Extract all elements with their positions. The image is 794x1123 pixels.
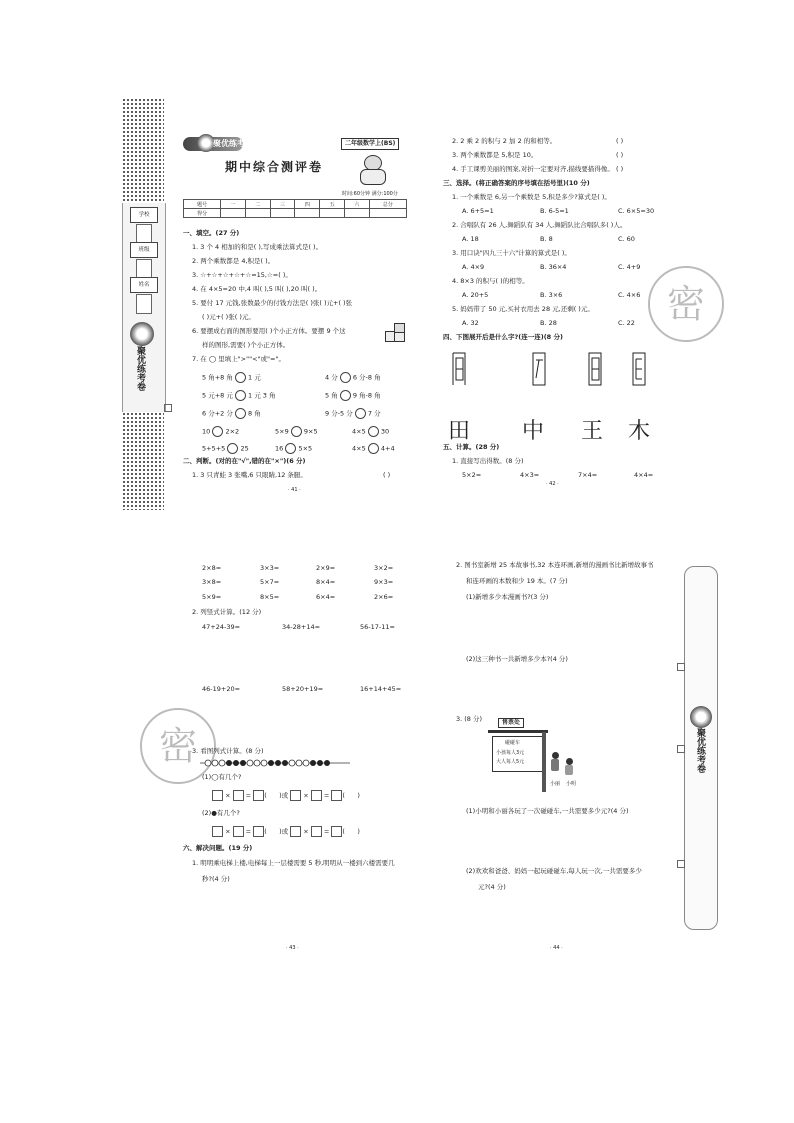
grade-tag: 二年级数学上(BS) xyxy=(341,138,399,150)
choice-question: 3. 用口诀"四九三十六"计算的算式是( )。 xyxy=(452,249,571,257)
blank-box[interactable] xyxy=(253,826,264,837)
compare-left: 5 角 xyxy=(325,391,338,400)
compare-left: 6 分+2 分 xyxy=(202,409,233,418)
compare-circle[interactable] xyxy=(368,443,379,454)
choice-option[interactable]: B. 3×6 xyxy=(540,291,563,299)
choice-option[interactable]: B. 36×4 xyxy=(540,263,567,271)
page-number: · 41 · xyxy=(288,487,301,493)
compare-row: 5×9 9×5 xyxy=(275,427,318,436)
calc-item[interactable]: 5×7= xyxy=(260,578,280,586)
compare-right: 8 角 xyxy=(248,409,261,418)
score-row-label: 得分 xyxy=(184,209,221,218)
section-heading: 五、计算。(28 分) xyxy=(443,443,500,451)
vertical-calc-item[interactable]: 58+20+19= xyxy=(282,685,324,693)
compare-circle[interactable] xyxy=(340,372,351,383)
answer-char[interactable]: 田 xyxy=(448,419,471,444)
compare-row: 4×5 4+4 xyxy=(352,444,395,453)
compare-right: 9 角-8 角 xyxy=(352,391,381,400)
question-line: 3. ☆+☆+☆+☆+☆=15,☆=( )。 xyxy=(192,271,292,279)
binding-mark xyxy=(677,860,685,868)
choice-option[interactable]: A. 6+5=1 xyxy=(462,207,494,215)
sub-question-part: (1)小明和小丽各玩了一次碰碰车,一共需要多少元?(4 分) xyxy=(466,807,629,815)
choice-option[interactable]: A. 32 xyxy=(462,319,479,327)
equation-row: × = ( )或 × = ( ) xyxy=(212,826,360,837)
time-info: 时间:60分钟 满分:100分 xyxy=(342,191,398,197)
score-cell[interactable] xyxy=(270,209,295,218)
score-table xyxy=(183,199,407,218)
kid-name: 小丽 xyxy=(550,781,561,787)
ticket-price-board xyxy=(492,736,544,772)
compare-row xyxy=(325,408,381,419)
score-cell[interactable] xyxy=(345,209,370,218)
choice-question: 4. 8×3 的积与( )的相等。 xyxy=(452,277,529,285)
choice-option[interactable]: A. 18 xyxy=(462,235,479,243)
choice-option[interactable]: C. 4×6 xyxy=(618,291,641,299)
school-field[interactable]: 学校 xyxy=(130,207,158,223)
choice-question: 2. 合唱队有 26 人,舞蹈队有 34 人,舞蹈队比合唱队多( )人。 xyxy=(452,221,627,229)
score-header-cell: 总分 xyxy=(369,200,406,209)
compare-circle[interactable] xyxy=(340,390,351,401)
answer-bracket[interactable]: ( ) xyxy=(616,165,624,173)
cartoon-mascot-icon xyxy=(358,155,386,185)
brand-header xyxy=(183,134,407,154)
name-field[interactable]: 姓名 xyxy=(130,277,158,293)
vertical-calc-item[interactable]: 46-19+20= xyxy=(202,685,241,693)
calc-item[interactable]: 8×4= xyxy=(316,578,336,586)
compare-circle[interactable] xyxy=(227,443,238,454)
ticket-line: 小孩每人3元 xyxy=(496,750,525,756)
score-header-cell: 题号 xyxy=(184,200,221,209)
cube-stack-icon xyxy=(385,323,407,343)
problem-line: 3. (8 分) xyxy=(456,715,483,723)
calc-item[interactable]: 5×9= xyxy=(202,593,222,601)
brand-emblem-icon xyxy=(130,322,154,346)
ticket-booth-illustration xyxy=(484,718,580,794)
compare-circle[interactable] xyxy=(355,408,366,419)
compare-circle[interactable] xyxy=(235,390,246,401)
compare-row xyxy=(325,372,381,383)
compare-left: 4 分 xyxy=(325,373,338,382)
judge-item: 1. 3 只青蛙 3 张嘴,6 只眼睛,12 条腿。 xyxy=(192,471,307,479)
sidebar-brand-text: 聚优练考卷 xyxy=(695,728,705,773)
class-field[interactable]: 班级 xyxy=(130,242,158,258)
calc-item[interactable]: 3×3= xyxy=(260,564,280,572)
vertical-calc-item[interactable]: 47+24-39= xyxy=(202,623,241,631)
blank-box[interactable] xyxy=(212,826,223,837)
choice-question: 1. 一个乘数是 6,另一个乘数是 5,积是多少?算式是( )。 xyxy=(452,193,611,201)
class-line xyxy=(136,259,152,279)
score-cell[interactable] xyxy=(221,209,246,218)
score-cell[interactable] xyxy=(320,209,345,218)
calc-item[interactable]: 4×4= xyxy=(634,471,654,479)
dotted-sidebar-top xyxy=(122,98,164,203)
compare-row: 4×5 30 xyxy=(352,427,390,436)
judge-item: 4. 手工课剪美丽的图案,对折一定要对齐,描线要描得像。 xyxy=(452,165,614,173)
folded-paper-shape-3[interactable] xyxy=(588,352,602,386)
choice-option[interactable]: C. 4+9 xyxy=(618,263,641,271)
problem-line: 1. 明明乘电梯上楼,电梯每上一层楼需要 5 秒,明明从一楼到六楼需要几 xyxy=(192,859,395,867)
sub-question-part: (2)这三种书一共新增多少本?(4 分) xyxy=(466,655,568,663)
blank-box[interactable] xyxy=(290,790,301,801)
sub-question-part: (2)欢欢和爸爸、妈妈一起玩碰碰车,每人玩一次,一共需要多少 xyxy=(466,867,642,875)
score-cell[interactable] xyxy=(245,209,270,218)
vertical-calc-item[interactable]: 34-28+14= xyxy=(282,623,321,631)
judge-item: 2. 2 乘 2 的积与 2 加 2 的和相等。 xyxy=(452,137,557,145)
brand-name: 聚优练考卷 xyxy=(213,139,253,148)
compare-circle[interactable] xyxy=(235,408,246,419)
calc-item[interactable]: 2×6= xyxy=(374,593,394,601)
problem-line: 秒?(4 分) xyxy=(202,875,230,883)
binding-mark xyxy=(164,404,172,412)
answer-char[interactable]: 王 xyxy=(581,419,604,444)
score-header-cell: 二 xyxy=(245,200,270,209)
compare-right: 1 元 3 角 xyxy=(248,391,276,400)
blank-box[interactable] xyxy=(311,790,322,801)
problem-line: 2. 图书室新增 25 本故事书,32 本连环画,新增的漫画书比新增故事书 xyxy=(456,561,654,569)
question-line: 2. 两个乘数都是 4,积是( )。 xyxy=(192,257,275,265)
choice-option[interactable]: C. 6×5=30 xyxy=(618,207,655,215)
judge-item: 3. 两个乘数都是 5,积是 10。 xyxy=(452,151,538,159)
compare-right: 6 分-8 角 xyxy=(352,373,381,382)
ticket-booth-sign: 售票处 xyxy=(498,718,524,728)
compare-left: 9 分-5 分 xyxy=(325,409,353,418)
folded-paper-shape-2[interactable] xyxy=(532,352,546,386)
compare-circle[interactable] xyxy=(368,426,379,437)
secret-stamp: 密 xyxy=(140,708,216,784)
blank-box[interactable] xyxy=(331,790,342,801)
score-header-cell: 五 xyxy=(320,200,345,209)
sub-question-part: (1)◯有几个? xyxy=(202,773,242,781)
compare-left: 5 角+8 角 xyxy=(202,373,233,382)
calc-item[interactable]: 2×9= xyxy=(316,564,336,572)
blank-box[interactable] xyxy=(290,826,301,837)
child-figure-icon xyxy=(564,758,574,780)
sub-question: 3. 看图列式计算。(8 分) xyxy=(192,747,264,755)
name-line xyxy=(136,294,152,314)
compare-right: 1 元 xyxy=(248,373,261,382)
calc-item[interactable]: 9×3= xyxy=(374,578,394,586)
choice-question: 5. 妈妈带了 50 元,买衬衣用去 28 元,还剩( )元。 xyxy=(452,305,594,313)
question-line: 4. 在 4×5=20 中,4 叫( ),5 叫( ),20 叫( )。 xyxy=(192,285,322,293)
blank-box[interactable] xyxy=(233,790,244,801)
blank-box[interactable] xyxy=(331,826,342,837)
section-heading: 六、解决问题。(19 分) xyxy=(183,844,253,852)
choice-option[interactable]: C. 22 xyxy=(618,319,635,327)
blank-box[interactable] xyxy=(253,790,264,801)
score-cell[interactable] xyxy=(369,209,406,218)
brand-emblem-icon xyxy=(690,706,712,728)
ticket-line: 大人每人5元 xyxy=(496,759,525,765)
calc-item[interactable]: 7×4= xyxy=(578,471,598,479)
compare-right: 7 分 xyxy=(367,409,381,418)
compare-row xyxy=(202,408,261,419)
kid-name: 小明 xyxy=(566,781,577,787)
vertical-calc-item[interactable]: 56-17-11= xyxy=(360,623,395,631)
ticket-line: 碰碰车 xyxy=(505,740,521,746)
page-number: · 43 · xyxy=(286,945,299,951)
choice-option[interactable]: B. 6-5=1 xyxy=(540,207,569,215)
dotted-sidebar-bottom xyxy=(122,412,164,510)
folded-paper-shape-4[interactable] xyxy=(632,352,646,386)
equation-row: × = ( )或 × = ( ) xyxy=(212,790,360,801)
compare-row xyxy=(325,390,381,401)
question-line: 5. 要付 17 元钱,张数最少的付钱方法是( )张( )元+( )张 xyxy=(192,299,353,307)
sidebar-brand-text: 聚优练考卷 xyxy=(135,346,145,391)
compare-row xyxy=(202,390,276,401)
section-heading: 二、判断。(对的在"√",错的在"×")(6 分) xyxy=(183,457,306,465)
page-number: · 44 · xyxy=(550,945,563,951)
binding-mark xyxy=(677,745,685,753)
question-line: 6. 要摆成右面的图形要用( )个小正方体。要摆 9 个这 xyxy=(192,327,346,335)
school-line xyxy=(136,224,152,244)
choice-option[interactable]: C. 60 xyxy=(618,235,635,243)
blank-box[interactable] xyxy=(311,826,322,837)
score-cell[interactable] xyxy=(295,209,320,218)
sub-question: 2. 列竖式计算。(12 分) xyxy=(192,608,262,616)
secret-stamp: 密 xyxy=(648,266,724,342)
question-line: 1. 3 个 4 相加的和是( ),写成乘法算式是( )。 xyxy=(192,243,323,251)
answer-bracket[interactable]: ( ) xyxy=(383,471,391,479)
vertical-calc-item[interactable]: 16+14+45= xyxy=(360,685,402,693)
section-heading: 四、下图展开后是什么字?(连一连)(8 分) xyxy=(443,333,563,341)
problem-line: 和连环画的本数和少 19 本。(7 分) xyxy=(466,577,568,585)
calc-item[interactable]: 3×2= xyxy=(374,564,394,572)
compare-circle[interactable] xyxy=(235,372,246,383)
answer-bracket[interactable]: ( ) xyxy=(616,137,624,145)
child-figure-icon xyxy=(550,752,560,776)
score-header-cell: 四 xyxy=(295,200,320,209)
score-header-cell: 一 xyxy=(221,200,246,209)
compare-left: 5 元+8 元 xyxy=(202,391,233,400)
sub-question-part: (2)●有几个? xyxy=(202,809,240,817)
choice-option[interactable]: B. 28 xyxy=(540,319,557,327)
sub-question-part: 元?(4 分) xyxy=(478,883,506,891)
compare-row: 5+5+5 25 xyxy=(202,444,249,453)
score-header-cell: 六 xyxy=(345,200,370,209)
answer-char[interactable]: 木 xyxy=(628,419,651,444)
answer-char[interactable]: 中 xyxy=(522,419,545,444)
choice-option[interactable]: B. 8 xyxy=(540,235,553,243)
binding-mark xyxy=(677,663,685,671)
score-header-cell: 三 xyxy=(270,200,295,209)
blank-box[interactable] xyxy=(233,826,244,837)
compare-circle[interactable] xyxy=(212,426,223,437)
question-line: ( )元+( )张( )元。 xyxy=(202,313,255,321)
calc-item[interactable]: 3×8= xyxy=(202,578,222,586)
compare-circle[interactable] xyxy=(285,443,296,454)
choice-option[interactable]: A. 4×9 xyxy=(462,263,485,271)
calc-item[interactable]: 5×2= xyxy=(462,471,482,479)
sidebar-brand-logo xyxy=(688,706,714,786)
calc-item[interactable]: 2×8= xyxy=(202,564,222,572)
compare-circle[interactable] xyxy=(291,426,302,437)
question-line: 样的图形,需要( )个小正方体。 xyxy=(202,341,290,349)
sub-question: 1. 直接写出得数。(8 分) xyxy=(452,457,524,465)
calc-item[interactable]: 4×3= xyxy=(520,471,540,479)
compare-row xyxy=(202,372,261,383)
section-heading: 一、填空。(27 分) xyxy=(183,229,240,237)
question-line: 7. 在 ◯ 里填上">""<"或"="。 xyxy=(192,355,285,363)
blank-box[interactable] xyxy=(212,790,223,801)
page-number: · 42 · xyxy=(546,481,559,487)
answer-bracket[interactable]: ( ) xyxy=(616,151,624,159)
compare-row: 16 5×5 xyxy=(275,444,313,453)
folded-paper-shape-1[interactable] xyxy=(452,352,466,386)
section-heading: 三、选择。(将正确答案的序号填在括号里)(10 分) xyxy=(443,179,590,187)
sub-question-part: (1)新增多少本漫画书?(3 分) xyxy=(466,593,549,601)
calc-item[interactable]: 6×4= xyxy=(316,593,336,601)
calc-item[interactable]: 8×5= xyxy=(260,593,280,601)
bead-string-icon xyxy=(200,758,350,768)
choice-option[interactable]: A. 20+5 xyxy=(462,291,489,299)
compare-row: 10 2×2 xyxy=(202,427,240,436)
sidebar-brand-logo xyxy=(124,322,160,392)
page-title: 期中综合测评卷 xyxy=(225,160,324,174)
